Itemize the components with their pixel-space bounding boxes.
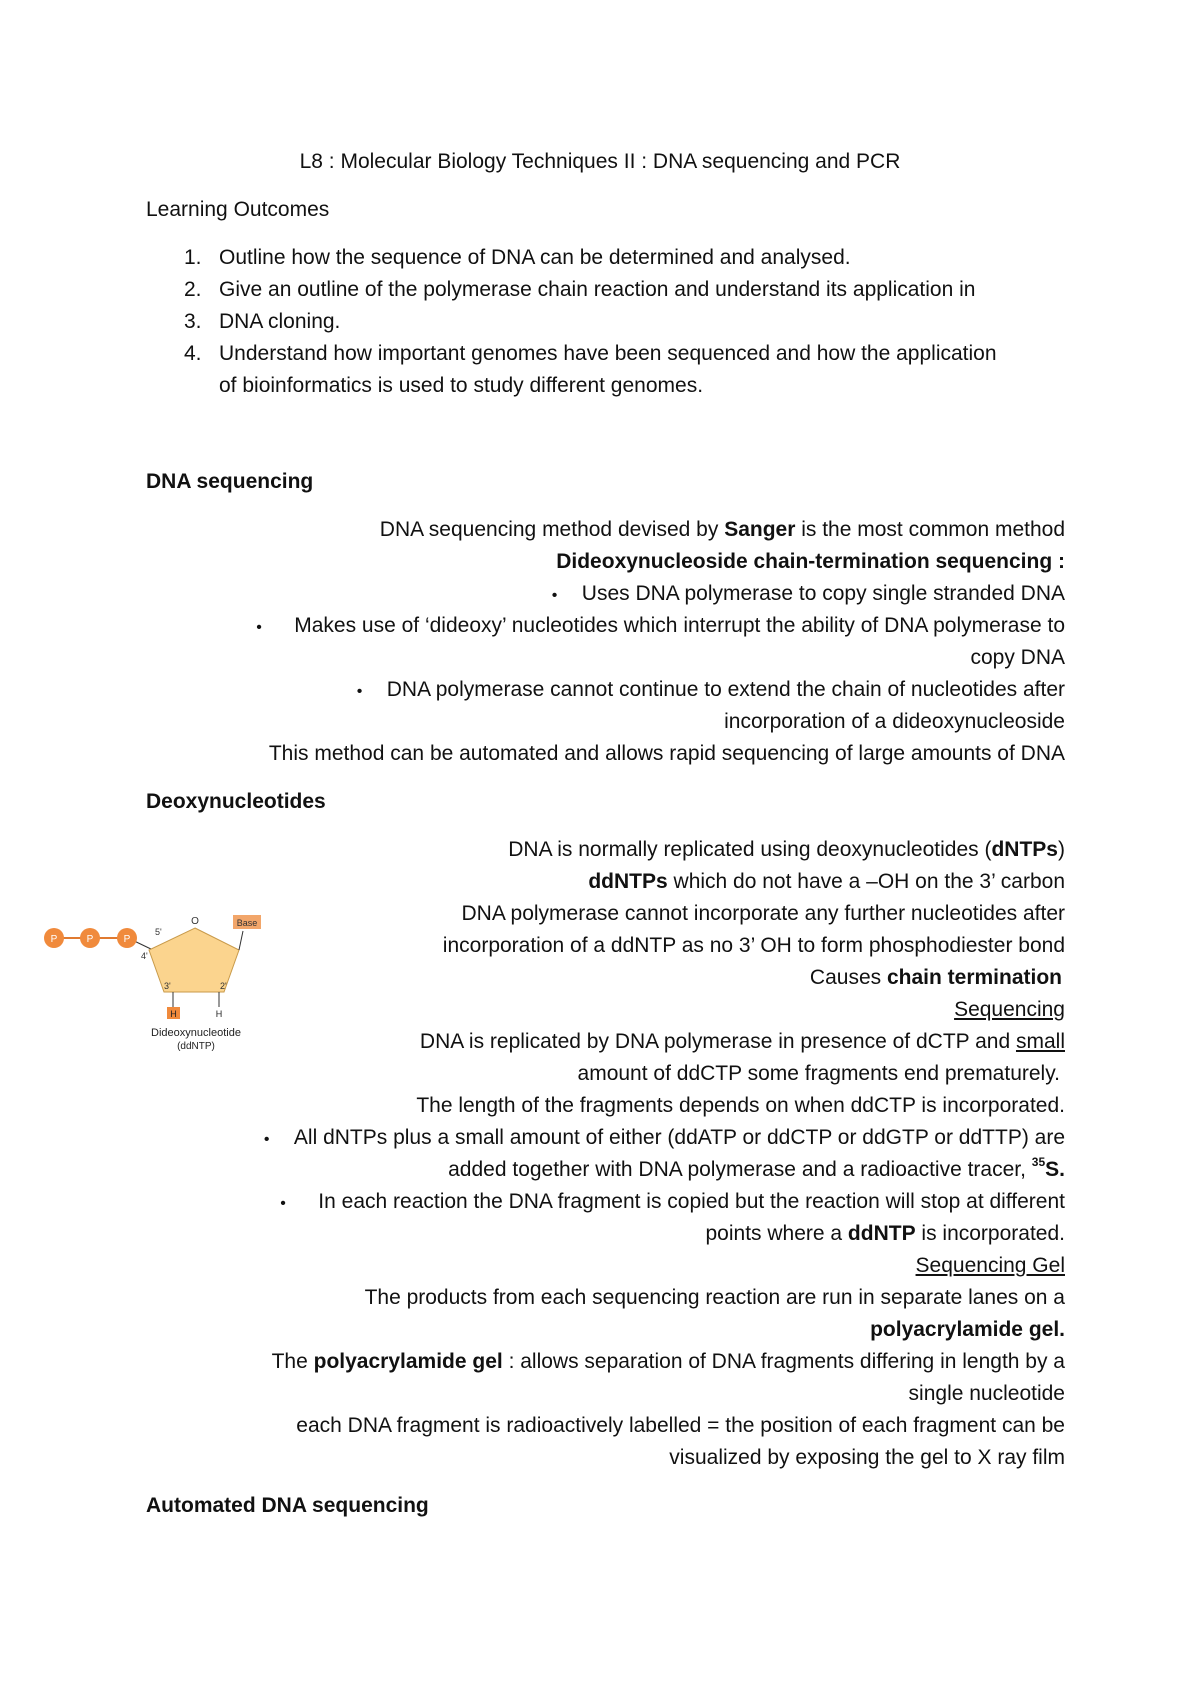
figure-caption-line2: (ddNTP) [177,1041,215,1052]
carbon-2-label: 2' [220,981,227,991]
phosphate-3-label: P [123,934,131,945]
h3-label: H [170,1009,177,1019]
ddntps-line: ddNTPs which do not have a –OH on the 3’ carbon [588,870,1065,893]
phosphate-1-label: P [50,934,58,945]
dctp-line: DNA is replicated by DNA polymerase in presence of dCTP and small [419,1030,1065,1053]
sequencing-gel-subheading: Sequencing Gel [915,1254,1065,1277]
phosphate-2-label: P [86,934,94,945]
xray-film-line: visualized by exposing the gel to X ray film [669,1446,1065,1469]
separate-lanes-line: The products from each sequencing reaction are run in separate lanes on a [364,1286,1065,1309]
sequencing-subheading: Sequencing [954,998,1065,1021]
deoxynucleotides-heading: Deoxynucleotides [146,790,326,813]
outcome-1-number: 1. [184,246,202,269]
dna-sequencing-heading: DNA sequencing [146,470,314,493]
outcome-2-number: 2. [184,278,202,301]
chain-termination-line: Dideoxynucleoside chain-termination sequencing : [556,550,1065,573]
ddctp-line: amount of ddCTP some fragments end prematurely. [577,1062,1060,1085]
carbon-3-label: 3' [164,981,171,991]
bullet-all-dntps: • All dNTPs plus a small amount of either (ddATP or ddCTP or ddGTP or ddTTP) are [263,1126,1065,1149]
document-title: L8 : Molecular Biology Techniques II : DNA sequencing and PCR [299,150,901,173]
ddntp-structure-figure [38,905,268,1055]
carbon-5-label: 5' [155,927,162,937]
radioactive-label-line: each DNA fragment is radioactively labelled = the position of each fragment can be [296,1414,1065,1437]
gel-separation-line: The polyacrylamide gel : allows separation of DNA fragments differing in length by a [271,1350,1065,1373]
learning-outcomes-heading: Learning Outcomes [146,198,330,221]
outcome-4-text: Understand how important genomes have been sequenced and how the application [219,342,997,365]
polyacrylamide-gel-line: polyacrylamide gel. [870,1318,1065,1341]
bullet-cannot-extend: • DNA polymerase cannot continue to extend the chain of nucleotides after [356,678,1065,701]
phosphodiester-line: incorporation of a ddNTP as no 3’ OH to form phosphodiester bond [442,934,1065,957]
outcome-1-text: Outline how the sequence of DNA can be determined and analysed. [219,246,851,269]
outcome-3-text: DNA cloning. [219,310,341,333]
outcome-4-number: 4. [184,342,202,365]
single-nucleotide-line: single nucleotide [908,1382,1065,1405]
dntps-line: DNA is normally replicated using deoxynucleotides (dNTPs) [508,838,1065,861]
base-bond [239,931,243,950]
sanger-line: DNA sequencing method devised by Sanger is the most common method [379,518,1065,541]
bullet-uses-dna-polymerase: • Uses DNA polymerase to copy single stranded DNA [551,582,1065,605]
outcome-4-text-cont: of bioinformatics is used to study different genomes. [219,374,704,397]
automated-sequencing-heading: Automated DNA sequencing [146,1494,429,1517]
chain-termination-cause-line: Causes chain termination [809,966,1062,989]
bullet-each-reaction-cont: points where a ddNTP is incorporated. [705,1222,1065,1245]
figure-caption-line1: Dideoxynucleotide [151,1027,241,1039]
cannot-incorporate-line: DNA polymerase cannot incorporate any further nucleotides after [461,902,1065,925]
bullet-all-dntps-cont: added together with DNA polymerase and a radioactive tracer, $^{35}$S. [448,1155,1065,1181]
base-label: Base [236,918,258,928]
outcome-2-text: Give an outline of the polymerase chain reaction and understand its application in [219,278,976,301]
carbon-4-label: 4' [141,951,148,961]
bullet-dideoxy-nucleotides: • Makes use of ‘dideoxy’ nucleotides which interrupt the ability of DNA polymerase to [256,614,1065,637]
bullet-cannot-extend-cont: incorporation of a dideoxynucleoside [724,710,1065,733]
bullet-dideoxy-nucleotides-cont: copy DNA [970,646,1065,669]
h2-label: H [215,1009,223,1019]
automation-line: This method can be automated and allows rapid sequencing of large amounts of DNA [268,742,1065,765]
outcome-3-number: 3. [184,310,202,333]
fragment-length-line: The length of the fragments depends on when ddCTP is incorporated. [416,1094,1065,1117]
bullet-each-reaction: • In each reaction the DNA fragment is copied but the reaction will stop at different [280,1190,1065,1213]
ring-oxygen-label: O [191,916,199,927]
